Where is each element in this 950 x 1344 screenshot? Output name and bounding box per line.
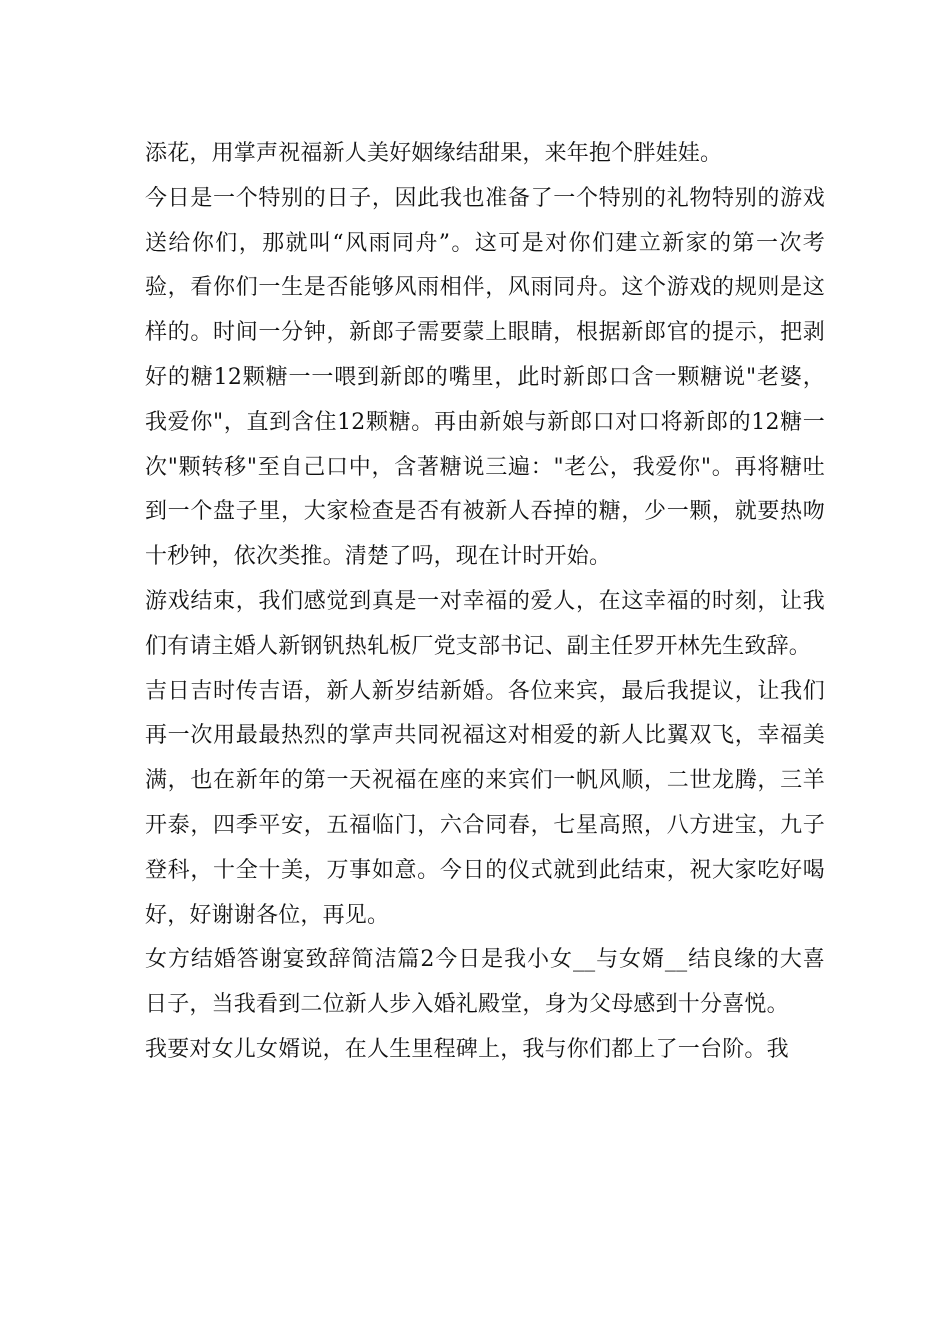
paragraph-speech-2-continued: 我要对女儿女婿说，在人生里程碑上，我与你们都上了一台阶。我 — [145, 1036, 789, 1062]
paragraph-game-end: 游戏结束，我们感觉到真是一对幸福的爱人，在这幸福的时刻，让我们有请主婚人新钢钒热轧板厂党支部书记、副主任罗开林先生致辞。 — [145, 588, 825, 659]
paragraph-speech-2-intro: 女方结婚答谢宴致辞简洁篇2今日是我小女__与女婿__结良缘的大喜日子，当我看到二位新人步入婚礼殿堂，身为父母感到十分喜悦。 — [145, 947, 825, 1018]
document-body — [145, 132, 825, 1073]
paragraph-closing-blessing: 添花，用掌声祝福新人美好姻缘结甜果，来年抱个胖娃娃。 — [145, 141, 723, 166]
paragraph-final-blessing: 吉日吉时传吉语，新人新岁结新婚。各位来宾，最后我提议，让我们再一次用最最热烈的掌声共同祝福这对相爱的新人比翼双飞，幸福美满，也在新年的第一天祝福在座的来宾们一帆风顺，二世龙腾，三羊开泰，四季平安，五福临门，六合同春，七星高照，八方进宝，九子登科，十全十美，万事如意。今日的仪式就到此结束，祝大家吃好喝好，好谢谢各位，再见。 — [145, 678, 825, 928]
paragraph-game-rules: 今日是一个特别的日子，因此我也准备了一个特别的礼物特别的游戏送给你们，那就叫“风雨同舟”。这可是对你们建立新家的第一次考验，看你们一生是否能够风雨相伴，风雨同舟。这个游戏的规则是这样的。时间一分钟，新郎子需要蒙上眼睛，根据新郎官的提示，把剥好的糖12颗糖一一喂到新郎的嘴里，此时新郎口含一颗糖说"老婆，我爱你"，直到含住12颗糖。再由新娘与新郎口对口将新郎的12糖一次"颗转移"至自己口中，含著糖说三遍："老公，我爱你"。再将糖吐到一个盘子里，大家检查是否有被新人吞掉的糖，少一颗，就要热吻十秒钟，依次类推。清楚了吗，现在计时开始。 — [145, 185, 825, 570]
